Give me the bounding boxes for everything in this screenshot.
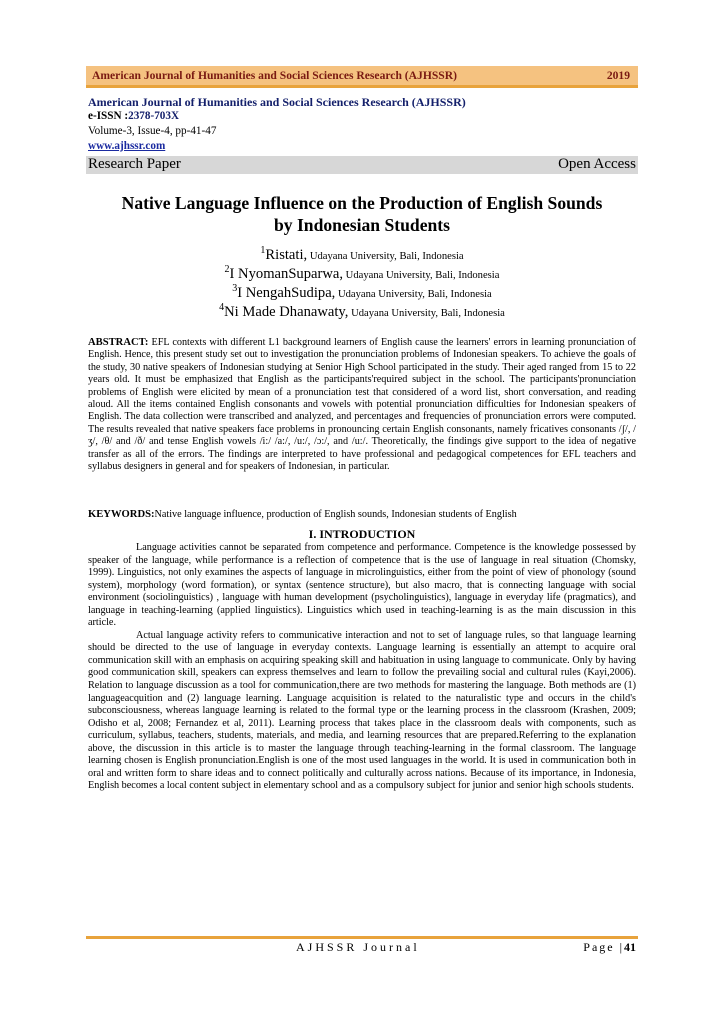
article-type-bar xyxy=(86,156,638,174)
header-journal-name: American Journal of Humanities and Social Sciences Research (AJHSSR) xyxy=(92,69,457,82)
paper-title xyxy=(86,192,638,236)
footer-page xyxy=(583,940,636,955)
author-4-name: Ni Made Dhanawaty, xyxy=(224,304,349,320)
issn-line xyxy=(88,110,179,122)
section-heading-introduction: I. INTRODUCTION xyxy=(308,527,416,541)
author-1 xyxy=(86,245,638,264)
footer-rule xyxy=(86,936,638,939)
journal-header-bar xyxy=(86,66,638,88)
author-1-name: Ristati, xyxy=(265,247,308,263)
header-year: 2019 xyxy=(606,69,630,82)
open-access-label: Open Access xyxy=(558,156,636,172)
abstract xyxy=(88,337,636,473)
issn-number: 2378-703X xyxy=(128,110,180,122)
author-4-sup: 4 xyxy=(219,302,225,313)
paragraph-1: Language activities cannot be separated from competence and performance. Competence is the knowledge possessed by speaker of the language, while performance is a reflection of competence that is the use of language in real situation (Chomsky, 1999). Linguistics, not only examines the aspects of language in microlinguistics, either from the point of view of phonology (sound system), morphology (word formation), or syntax (sentence structure), but also macro, that is connecting language with social environment (sociolinguistics) , language with human development (psycholinguistics), language in everyday life (pragmatics), and language in teaching-learning (applied linguistics). Linguistics which used in teaching-learning is as the main discussion in this article. xyxy=(88,542,636,629)
author-3-name: I NengahSudipa, xyxy=(237,285,336,301)
author-3-sup: 3 xyxy=(232,283,238,294)
footer-journal: AJHSSR Journal xyxy=(296,940,420,954)
journal-website-link[interactable]: www.ajhssr.com xyxy=(88,140,166,152)
author-3-affiliation: Udayana University, Bali, Indonesia xyxy=(335,289,492,300)
journal-name: American Journal of Humanities and Social Sciences Research (AJHSSR) xyxy=(88,95,466,109)
author-4-affiliation: Udayana University, Bali, Indonesia xyxy=(348,308,505,319)
author-2-name: I NyomanSuparwa, xyxy=(229,266,344,282)
author-4 xyxy=(86,302,638,321)
paragraph-2: Actual language activity refers to communicative interaction and not to set of language rules, so that language learning should be directed to the use of language in everyday contexts. Language learning is essentially an attempt to acquire oral communication skill with an emphasis on acquiring speaking skill and habituation in using language to communicate. Only by having good communication skill, speakers can express themselves and learn to follow the prevailing social and cultural rules (Kayi,2006). Relation to language discussion as a tool for communication,there are two methods for mastering the language. Both methods are (1) languageacquition and (2) language learning. Language acquisition is related to the naturalistic type and occurs in the child's subconsciousness, whereas language learning is related to the formal type or the learning process in the classroom (Krashen, 2009; Odisho et al, 2008; Fernandez et al, 2011). Learning process that takes place in the classroom deals with components, such as curriculum, syllabus, teachers, students, materials, and media, and learning resources that are prepared.Referring to the explanation above, the discussion in this article is to master the language through teaching-learning in the formal classroom. The language learning chosen is English pronunciation.English is one of the most used languages in the world. It is used in communication both in oral and written form to share ideas and to connect politically and culturally across nations. Because of its importance, in Indonesia, English becomes a local content subject in elementary school and as a compulsory subject for junior and senior high schools students. xyxy=(88,629,636,792)
title-line-2: by Indonesian Students xyxy=(273,215,450,235)
footer-page-label: Page | xyxy=(583,940,624,954)
author-2-affiliation: Udayana University, Bali, Indonesia xyxy=(343,270,500,281)
author-2 xyxy=(86,264,638,283)
keywords-label: KEYWORDS: xyxy=(88,509,155,520)
title-line-1: Native Language Influence on the Production of English Sounds xyxy=(121,193,603,213)
author-list xyxy=(86,245,638,321)
author-1-sup: 1 xyxy=(260,245,266,256)
keywords xyxy=(88,509,636,521)
abstract-text: EFL contexts with different L1 background learners of English cause the learners' errors in learning pronunciation of English. Hence, this present study set out to investigation the pronunciation problems of Indonesian speakers. To achieve the goals of the study, 30 native speakers of Indonesian studying at Senior High School participated in the study. Their aged ranged from 15 to 22 years old. It must be emphasized that English as the participants'required subject in the school. The participants'pronunciation problems of English were elicited by mean of a pronunciation test that considered of a word list, short conversation, and reading aloud. All the items contained English consonants and vowels with potential pronunciation difficulties for Indonesian speakers of English. The data collection were transcribed and analyzed, and percentages and frequencies of pronunciation errors were computed. The results revealed that native speakers face problems in pronouncing certain English consonants, namely fricatives consonants /ʃ/, /ʒ/, /θ/ and /ð/ and tense English vowels /i:/ /a:/, /u:/, /ɔ:/, and /u:/. Theoretically, the findings give support to the idea of negative transfer as all of the errors. The findings are interpreted to have professional and pedagogical competences for EFL teachers and syllabus designers in general and for speakers of Indonesian, in particular. xyxy=(88,337,636,473)
author-2-sup: 2 xyxy=(224,264,230,275)
author-3 xyxy=(86,283,638,302)
introduction-body xyxy=(88,542,636,793)
keywords-text: Native language influence, production of English sounds, Indonesian students of English xyxy=(154,509,517,520)
author-1-affiliation: Udayana University, Bali, Indonesia xyxy=(307,251,464,262)
abstract-label: ABSTRACT: xyxy=(88,337,149,348)
volume-line: Volume-3, Issue-4, pp-41-47 xyxy=(88,125,217,137)
research-paper-label: Research Paper xyxy=(88,156,181,172)
issn-label: e-ISSN : xyxy=(88,110,129,122)
page-number: 41 xyxy=(624,940,636,954)
